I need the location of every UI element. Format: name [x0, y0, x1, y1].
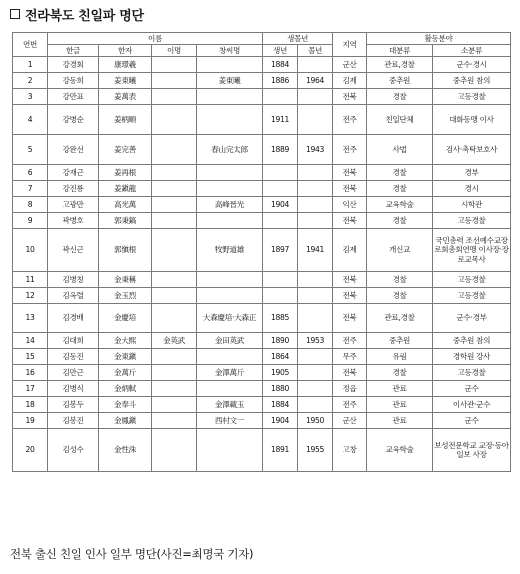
cell-death — [298, 365, 333, 381]
table-row — [13, 197, 511, 213]
cell-changed — [197, 349, 263, 365]
cell-changed: 春山完太郎 — [197, 135, 263, 165]
table-row — [13, 397, 511, 413]
cell-no: 11 — [13, 272, 48, 288]
cell-changed — [197, 429, 263, 472]
cell-major: 경찰 — [367, 165, 433, 181]
cell-major: 경찰 — [367, 89, 433, 105]
cell-no: 16 — [13, 365, 48, 381]
cell-birth: 1880 — [263, 381, 298, 397]
cell-major: 경찰 — [367, 272, 433, 288]
cell-region: 익산 — [333, 197, 367, 213]
header-life-group: 생몰년 — [263, 33, 333, 45]
cell-changed: 金澤萬斤 — [197, 365, 263, 381]
table-row — [13, 413, 511, 429]
cell-changed — [197, 181, 263, 197]
cell-alias — [152, 73, 197, 89]
cell-major: 교육학술 — [367, 429, 433, 472]
cell-major: 관료 — [367, 397, 433, 413]
cell-death — [298, 105, 333, 135]
cell-changed — [197, 89, 263, 105]
cell-alias — [152, 429, 197, 472]
cell-hangul: 강만표 — [48, 89, 99, 105]
cell-minor: 시학관 — [433, 197, 511, 213]
cell-alias — [152, 349, 197, 365]
cell-hangul: 김봉진 — [48, 413, 99, 429]
cell-hanja: 金萬斤 — [99, 365, 152, 381]
cell-region: 전북 — [333, 288, 367, 304]
cell-changed — [197, 381, 263, 397]
cell-hanja: 康璟羲 — [99, 57, 152, 73]
cell-no: 12 — [13, 288, 48, 304]
cell-no: 5 — [13, 135, 48, 165]
header-field-group: 활동분야 — [367, 33, 511, 45]
cell-alias — [152, 397, 197, 413]
cell-changed: 姜東曦 — [197, 73, 263, 89]
table-row — [13, 213, 511, 229]
table-row — [13, 349, 511, 365]
table-row — [13, 288, 511, 304]
cell-changed: 西村文一 — [197, 413, 263, 429]
cell-alias — [152, 105, 197, 135]
cell-region: 정읍 — [333, 381, 367, 397]
cell-death — [298, 349, 333, 365]
header-minor: 소분류 — [433, 45, 511, 57]
cell-minor: 경시 — [433, 181, 511, 197]
cell-region: 김제 — [333, 229, 367, 272]
cell-alias — [152, 57, 197, 73]
header-major: 대분류 — [367, 45, 433, 57]
cell-minor: 군수 — [433, 381, 511, 397]
header-alias: 이명 — [152, 45, 197, 57]
table-row — [13, 272, 511, 288]
cell-changed — [197, 165, 263, 181]
cell-region: 전북 — [333, 272, 367, 288]
cell-no: 13 — [13, 304, 48, 333]
cell-hangul: 강병순 — [48, 105, 99, 135]
cell-hangul: 강완선 — [48, 135, 99, 165]
cell-hanja: 姜完善 — [99, 135, 152, 165]
cell-hangul: 김만근 — [48, 365, 99, 381]
cell-hangul: 김병칭 — [48, 272, 99, 288]
cell-hangul: 강동희 — [48, 73, 99, 89]
header-name-group: 이름 — [48, 33, 263, 45]
header-row-top — [13, 33, 511, 45]
cell-major: 개신교 — [367, 229, 433, 272]
header-region: 지역 — [333, 33, 367, 57]
cell-no: 8 — [13, 197, 48, 213]
cell-no: 10 — [13, 229, 48, 272]
header-birth: 생년 — [263, 45, 298, 57]
cell-major: 관료 — [367, 413, 433, 429]
cell-birth: 1905 — [263, 365, 298, 381]
table-body — [13, 57, 511, 472]
cell-no: 3 — [13, 89, 48, 105]
cell-minor: 검사·촉탁보호사 — [433, 135, 511, 165]
table-row — [13, 381, 511, 397]
cell-region: 전주 — [333, 333, 367, 349]
cell-hanja: 金玉烈 — [99, 288, 152, 304]
table-row — [13, 57, 511, 73]
cell-region: 전북 — [333, 213, 367, 229]
cell-region: 전북 — [333, 181, 367, 197]
header-no: 연번 — [13, 33, 48, 57]
cell-changed — [197, 272, 263, 288]
cell-death — [298, 57, 333, 73]
cell-hanja: 姜再根 — [99, 165, 152, 181]
cell-no: 2 — [13, 73, 48, 89]
cell-birth — [263, 89, 298, 105]
cell-birth: 1891 — [263, 429, 298, 472]
cell-hanja: 金慶培 — [99, 304, 152, 333]
cell-no: 15 — [13, 349, 48, 365]
cell-minor: 고등경찰 — [433, 213, 511, 229]
cell-no: 1 — [13, 57, 48, 73]
cell-major: 유림 — [367, 349, 433, 365]
cell-hangul: 김봉두 — [48, 397, 99, 413]
cell-region: 전주 — [333, 105, 367, 135]
cell-birth — [263, 272, 298, 288]
cell-alias — [152, 135, 197, 165]
cell-death: 1943 — [298, 135, 333, 165]
cell-hanja: 姜鎭龍 — [99, 181, 152, 197]
collaborators-table — [12, 32, 511, 472]
cell-hangul: 강경회 — [48, 57, 99, 73]
cell-birth: 1904 — [263, 197, 298, 213]
cell-no: 18 — [13, 397, 48, 413]
cell-hangul: 김경배 — [48, 304, 99, 333]
cell-changed: 金田英武 — [197, 333, 263, 349]
cell-death — [298, 213, 333, 229]
cell-hanja: 金奉斗 — [99, 397, 152, 413]
cell-birth: 1864 — [263, 349, 298, 365]
document-title — [10, 4, 144, 24]
cell-region: 전북 — [333, 89, 367, 105]
cell-minor: 군수 — [433, 413, 511, 429]
cell-alias — [152, 365, 197, 381]
cell-region: 무주 — [333, 349, 367, 365]
cell-hangul: 강재근 — [48, 165, 99, 181]
cell-minor: 군수·경시 — [433, 57, 511, 73]
table-row — [13, 333, 511, 349]
cell-major: 경찰 — [367, 365, 433, 381]
cell-alias — [152, 229, 197, 272]
cell-death: 1950 — [298, 413, 333, 429]
cell-minor: 보성전문학교 교장·동아일보 사장 — [433, 429, 511, 472]
cell-hangul: 김옥렬 — [48, 288, 99, 304]
cell-hanja: 姜萬表 — [99, 89, 152, 105]
cell-region: 군산 — [333, 57, 367, 73]
cell-birth: 1890 — [263, 333, 298, 349]
cell-birth: 1889 — [263, 135, 298, 165]
table-row — [13, 365, 511, 381]
table-row — [13, 73, 511, 89]
cell-minor: 중추원 참의 — [433, 73, 511, 89]
cell-death — [298, 272, 333, 288]
cell-hangul: 곽신근 — [48, 229, 99, 272]
cell-region: 전북 — [333, 304, 367, 333]
cell-birth — [263, 288, 298, 304]
cell-no: 17 — [13, 381, 48, 397]
cell-major: 경찰 — [367, 181, 433, 197]
cell-changed: 高峰晉光 — [197, 197, 263, 213]
cell-minor: 고등경찰 — [433, 365, 511, 381]
cell-hanja: 金炳軾 — [99, 381, 152, 397]
cell-changed — [197, 213, 263, 229]
cell-alias: 金英武 — [152, 333, 197, 349]
cell-minor: 군수·경부 — [433, 304, 511, 333]
cell-death — [298, 181, 333, 197]
cell-major: 경찰 — [367, 213, 433, 229]
cell-changed — [197, 57, 263, 73]
cell-death: 1953 — [298, 333, 333, 349]
cell-hangul: 곽병호 — [48, 213, 99, 229]
cell-no: 20 — [13, 429, 48, 472]
table-row — [13, 165, 511, 181]
cell-no: 9 — [13, 213, 48, 229]
cell-major: 친일단체 — [367, 105, 433, 135]
cell-hanja: 姜柄順 — [99, 105, 152, 135]
header-hanja: 한자 — [99, 45, 152, 57]
cell-death — [298, 304, 333, 333]
cell-birth: 1886 — [263, 73, 298, 89]
cell-no: 7 — [13, 181, 48, 197]
cell-hanja: 郭秉鎬 — [99, 213, 152, 229]
header-hangul: 한글 — [48, 45, 99, 57]
cell-changed — [197, 288, 263, 304]
cell-hangul: 김성수 — [48, 429, 99, 472]
cell-no: 6 — [13, 165, 48, 181]
cell-death — [298, 197, 333, 213]
image-caption: 전북 출신 친일 인사 일부 명단(사진=최명국 기자) — [10, 547, 254, 561]
cell-minor: 고등경찰 — [433, 89, 511, 105]
cell-death: 1955 — [298, 429, 333, 472]
cell-region: 고창 — [333, 429, 367, 472]
cell-major: 교육학술 — [367, 197, 433, 213]
cell-birth — [263, 165, 298, 181]
cell-major: 중추원 — [367, 73, 433, 89]
cell-alias — [152, 304, 197, 333]
cell-death — [298, 381, 333, 397]
cell-death: 1941 — [298, 229, 333, 272]
cell-alias — [152, 413, 197, 429]
cell-minor: 고등경찰 — [433, 272, 511, 288]
cell-alias — [152, 89, 197, 105]
cell-changed: 金澤載玉 — [197, 397, 263, 413]
cell-birth: 1911 — [263, 105, 298, 135]
cell-hangul: 고광만 — [48, 197, 99, 213]
cell-major: 관료 — [367, 381, 433, 397]
cell-no: 14 — [13, 333, 48, 349]
table-row — [13, 429, 511, 472]
cell-region: 군산 — [333, 413, 367, 429]
cell-death — [298, 165, 333, 181]
cell-birth — [263, 181, 298, 197]
cell-no: 4 — [13, 105, 48, 135]
cell-birth: 1904 — [263, 413, 298, 429]
cell-minor: 중추원 참의 — [433, 333, 511, 349]
cell-changed: 牧野道雄 — [197, 229, 263, 272]
cell-alias — [152, 197, 197, 213]
header-row-sub — [13, 45, 511, 57]
cell-alias — [152, 181, 197, 197]
cell-birth: 1897 — [263, 229, 298, 272]
cell-hangul: 김대희 — [48, 333, 99, 349]
cell-birth: 1885 — [263, 304, 298, 333]
table-row — [13, 181, 511, 197]
cell-hanja: 金秉稱 — [99, 272, 152, 288]
table-row — [13, 229, 511, 272]
cell-region: 전북 — [333, 365, 367, 381]
cell-minor: 경학원 강사 — [433, 349, 511, 365]
cell-birth: 1884 — [263, 57, 298, 73]
cell-changed: 大森慶培·大森正 — [197, 304, 263, 333]
cell-death — [298, 397, 333, 413]
header-changed-name: 창씨명 — [197, 45, 263, 57]
cell-hanja: 金性洙 — [99, 429, 152, 472]
cell-changed — [197, 105, 263, 135]
cell-major: 경찰 — [367, 288, 433, 304]
cell-minor: 경부 — [433, 165, 511, 181]
table-row — [13, 304, 511, 333]
cell-major: 중추원 — [367, 333, 433, 349]
cell-alias — [152, 213, 197, 229]
cell-hanja: 金東鎭 — [99, 349, 152, 365]
cell-region: 전북 — [333, 165, 367, 181]
cell-region: 전주 — [333, 397, 367, 413]
cell-birth: 1884 — [263, 397, 298, 413]
cell-alias — [152, 381, 197, 397]
cell-alias — [152, 288, 197, 304]
cell-region: 전주 — [333, 135, 367, 165]
cell-major: 관료,경찰 — [367, 304, 433, 333]
document-title-text: 전라북도 친일파 명단 — [25, 8, 144, 24]
cell-death: 1964 — [298, 73, 333, 89]
cell-major: 관료,경찰 — [367, 57, 433, 73]
checkbox-square-icon — [10, 9, 20, 19]
cell-no: 19 — [13, 413, 48, 429]
cell-minor: 대화동맹 이사 — [433, 105, 511, 135]
table-row — [13, 135, 511, 165]
cell-death — [298, 89, 333, 105]
cell-hanja: 高光萬 — [99, 197, 152, 213]
table-row — [13, 105, 511, 135]
cell-alias — [152, 165, 197, 181]
cell-region: 김제 — [333, 73, 367, 89]
cell-major: 사법 — [367, 135, 433, 165]
table-row — [13, 89, 511, 105]
cell-birth — [263, 213, 298, 229]
cell-minor: 국민총력 조선예수교장로회총회연맹 이사장·장로교목사 — [433, 229, 511, 272]
cell-hanja: 金大熙 — [99, 333, 152, 349]
header-death: 몰년 — [298, 45, 333, 57]
cell-hangul: 강진룡 — [48, 181, 99, 197]
cell-hanja: 姜東曦 — [99, 73, 152, 89]
cell-hanja: 郭愼根 — [99, 229, 152, 272]
cell-hanja: 金鳳鎭 — [99, 413, 152, 429]
cell-hangul: 김병식 — [48, 381, 99, 397]
cell-hangul: 김동진 — [48, 349, 99, 365]
cell-minor: 고등경찰 — [433, 288, 511, 304]
cell-death — [298, 288, 333, 304]
cell-minor: 이사관·군수 — [433, 397, 511, 413]
cell-alias — [152, 272, 197, 288]
